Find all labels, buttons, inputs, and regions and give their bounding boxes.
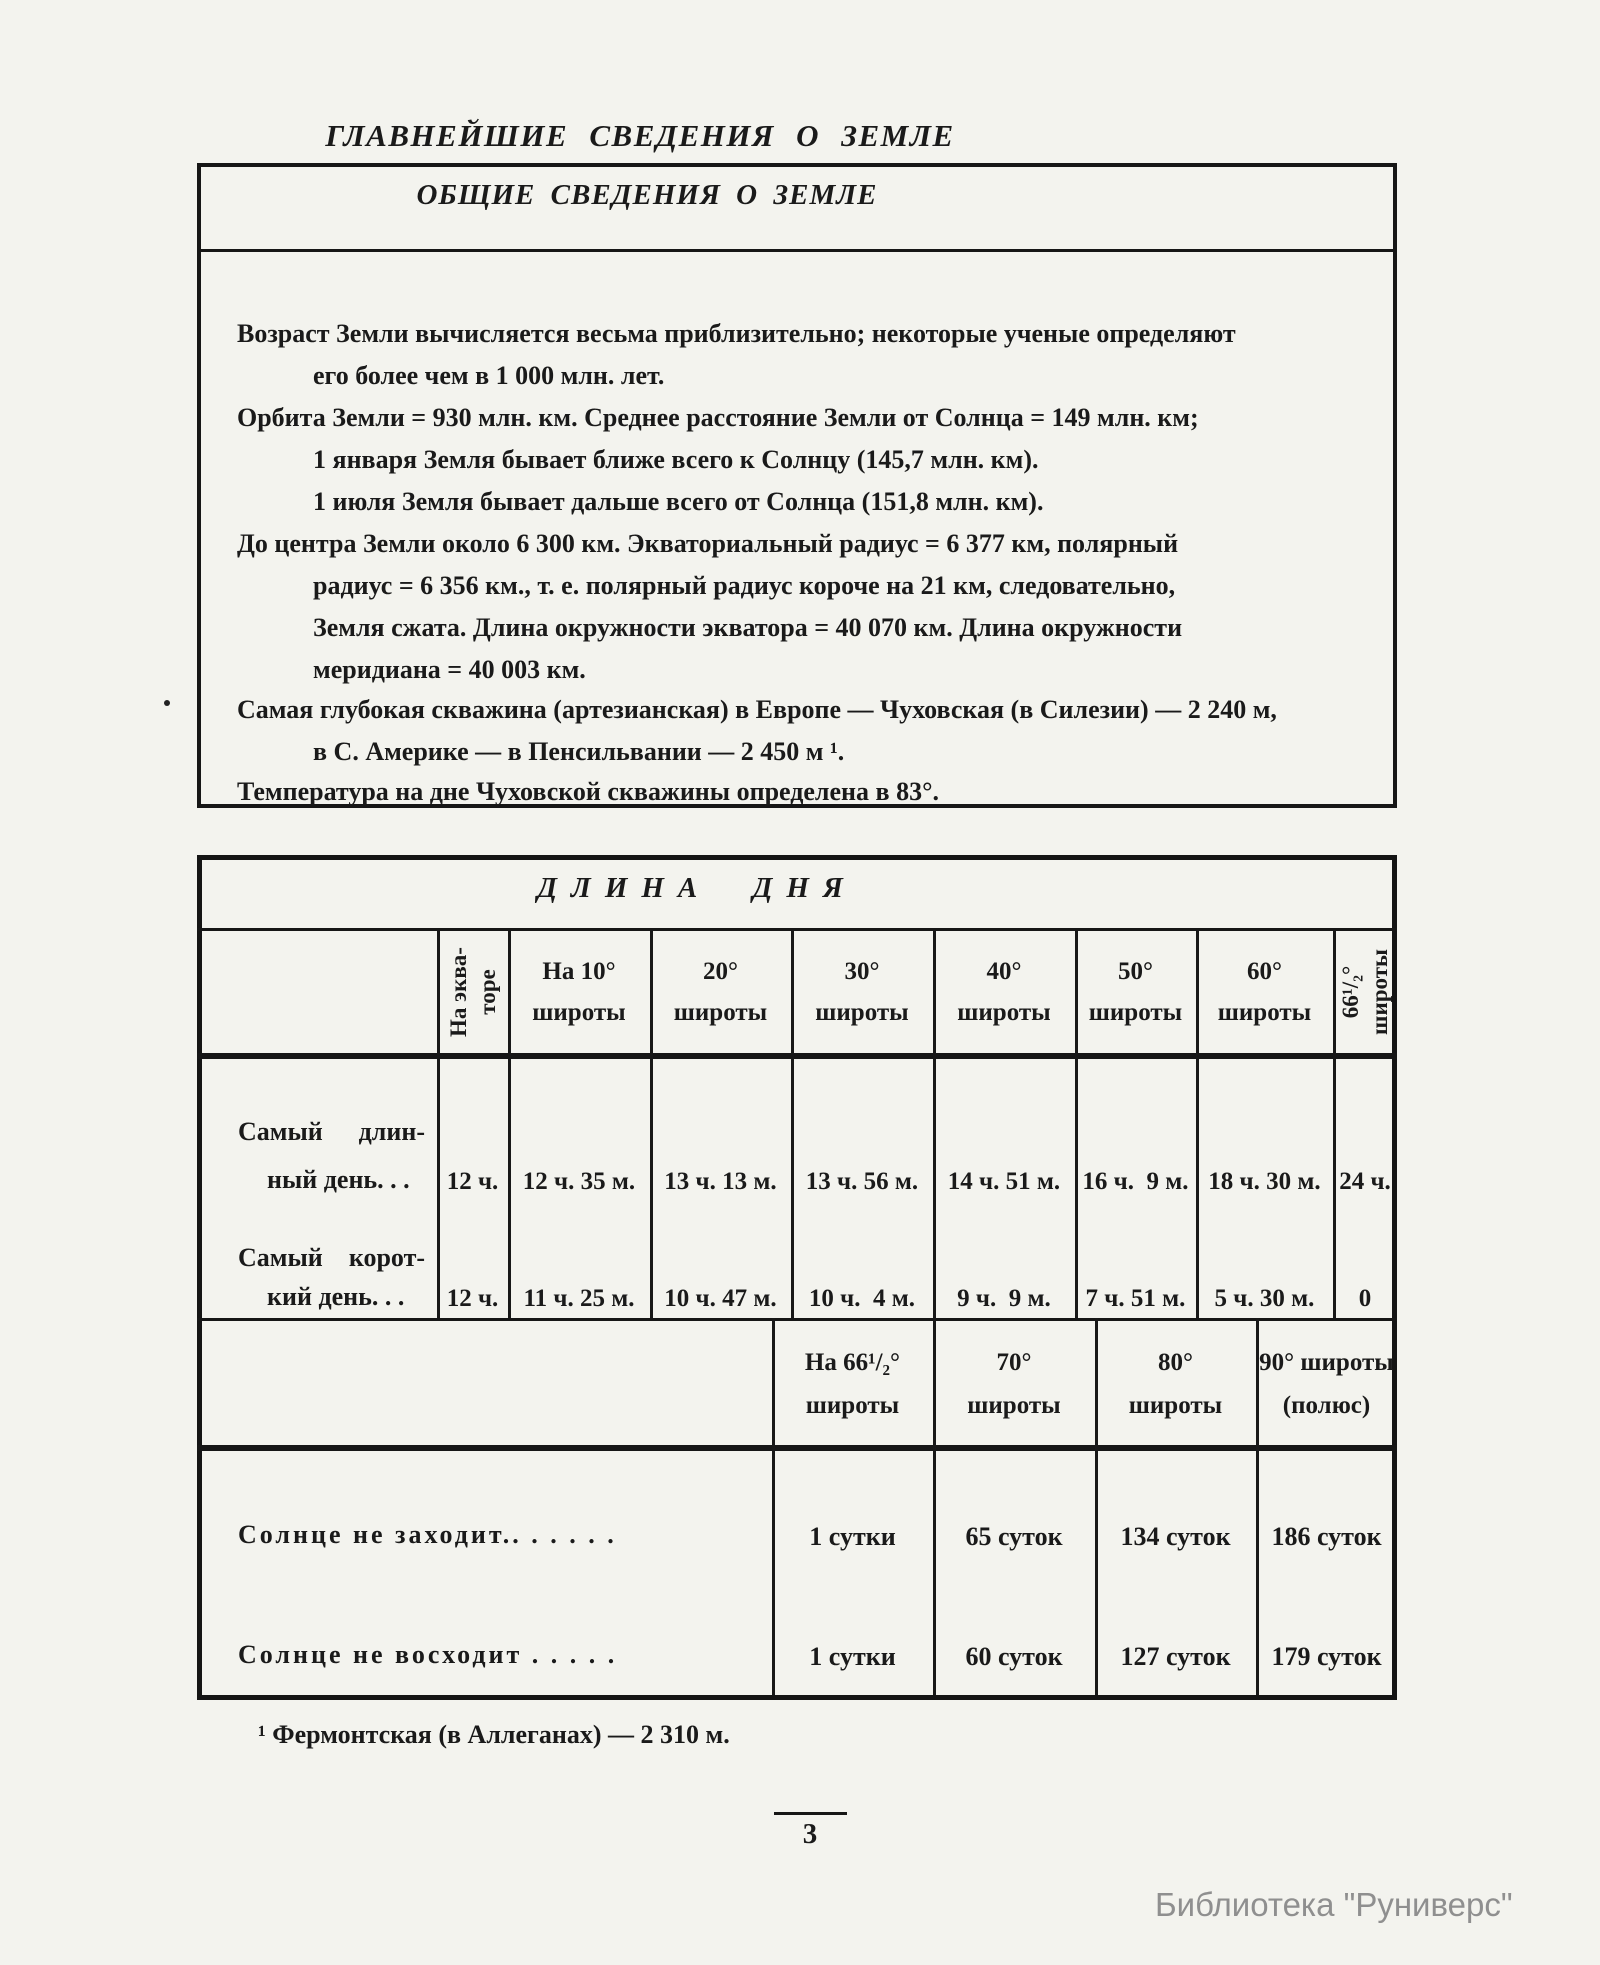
info-line: его более чем в 1 000 млн. лет. [313, 361, 665, 390]
day-length-table [197, 855, 1397, 1700]
footnote: ¹ Фермонтская (в Аллеганах) — 2 310 м. [258, 1720, 730, 1749]
column-divider [791, 931, 794, 1318]
info-line: Орбита Земли = 930 млн. км. Среднее расстояние Земли от Солнца = 149 млн. км; [237, 403, 1199, 432]
value-cell: 12 ч. 35 м. [522, 1168, 636, 1195]
value-cell: 13 ч. 13 м. [664, 1168, 777, 1195]
page-number: 3 [802, 1818, 818, 1850]
header-heavy-rule [197, 1053, 1397, 1059]
column-divider [1075, 931, 1078, 1318]
column-header-70deg: 70° широты [967, 1348, 1061, 1419]
column-divider [650, 931, 653, 1318]
info-line: Возраст Земли вычисляется весьма приблизительно; некоторые ученые определяют [237, 319, 1236, 348]
info-line: Самая глубокая скважина (артезианская) в Европе — Чуховская (в Силезии) — 2 240 м, [237, 695, 1277, 724]
column-header-66deg [1333, 931, 1397, 1053]
row-label: ный день. . . [267, 1165, 410, 1194]
column-divider [1256, 1318, 1259, 1695]
value-cell: 9 ч. 9 м. [957, 1285, 1051, 1312]
value-cell: 10 ч. 47 м. [664, 1285, 777, 1312]
info-line: 1 января Земля бывает ближе всего к Солнцу (145,7 млн. км). [313, 445, 1039, 474]
value-cell: 10 ч. 4 м. [808, 1285, 916, 1312]
value-cell: 14 ч. 51 м. [947, 1168, 1061, 1195]
value-cell: 134 суток [1120, 1522, 1231, 1551]
column-header-30deg: 30° широты [815, 957, 909, 1026]
info-line: радиус = 6 356 км., т. е. полярный радиус короче на 21 км, следовательно, [313, 571, 1176, 600]
heading-divider [197, 249, 1397, 252]
info-line: 1 июля Земля бывает дальше всего от Солнца (151,8 млн. км). [313, 487, 1044, 516]
value-cell: 60 суток [965, 1642, 1063, 1671]
watermark: Библиотека "Руниверс" [1155, 1886, 1513, 1923]
value-cell: 179 суток [1271, 1642, 1382, 1671]
value-cell: 16 ч. 9 м. [1082, 1168, 1189, 1195]
value-cell: 1 сутки [809, 1642, 896, 1671]
info-line: меридиана = 40 003 км. [313, 655, 586, 684]
print-speck [164, 700, 170, 706]
value-cell: 11 ч. 25 м. [523, 1285, 635, 1312]
value-cell: 12 ч. [446, 1168, 499, 1195]
value-cell: 12 ч. [446, 1285, 499, 1312]
column-header-90deg: 90° широты (полюс) [1259, 1348, 1394, 1419]
column-divider [437, 931, 440, 1318]
page-title: ГЛАВНЕЙШИЕ СВЕДЕНИЯ О ЗЕМЛЕ [325, 118, 955, 153]
column-header-66deg-p2: На 66¹/₂° широты [804, 1348, 901, 1419]
value-cell: 65 суток [965, 1522, 1063, 1551]
row-label: Самый корот- [238, 1243, 425, 1272]
value-cell: 24 ч. [1339, 1168, 1391, 1195]
value-cell: 127 суток [1120, 1642, 1231, 1671]
row-label: Солнце не заходит.. . . . . . [238, 1520, 617, 1549]
general-info-box [197, 163, 1397, 808]
value-cell: 1 сутки [809, 1522, 896, 1551]
column-header-20deg: 20° широты [673, 957, 768, 1026]
column-header-60deg: 60° широты [1217, 957, 1312, 1026]
value-cell: 13 ч. 56 м. [805, 1168, 919, 1195]
info-line: Температура на дне Чуховской скважины определена в 83°. [237, 777, 939, 806]
section-divider [197, 1318, 1397, 1321]
value-cell: 0 [1358, 1285, 1372, 1312]
row-label: кий день. . . [267, 1282, 405, 1311]
info-line: До центра Земли около 6 300 км. Экваториальный радиус = 6 377 км, полярный [237, 529, 1179, 558]
column-divider [1196, 931, 1199, 1318]
rotated-header-text: 66¹/₂° широты [1338, 949, 1392, 1035]
value-cell: 186 суток [1271, 1522, 1382, 1551]
info-line: Земля сжата. Длина окружности экватора = 40 070 км. Длина окружности [313, 613, 1183, 642]
header-heavy-rule [197, 1445, 1397, 1451]
info-box-heading: ОБЩИЕ СВЕДЕНИЯ О ЗЕМЛЕ [416, 179, 878, 211]
column-divider [772, 1318, 775, 1695]
column-divider [1333, 931, 1336, 1318]
column-divider [933, 1318, 936, 1695]
column-header-80deg: 80° широты [1128, 1348, 1223, 1419]
page-number-divider [774, 1812, 847, 1815]
column-divider [1095, 1318, 1098, 1695]
column-header-40deg: 40° широты [957, 957, 1051, 1026]
row-label: Солнце не восходит . . . . . [238, 1640, 618, 1669]
rotated-header-text: На эква- торе [445, 947, 500, 1037]
value-cell: 7 ч. 51 м. [1085, 1285, 1186, 1312]
column-divider [933, 931, 936, 1318]
column-header-equator [437, 931, 508, 1053]
column-header-10deg: На 10° широты [532, 957, 626, 1026]
value-cell: 18 ч. 30 м. [1208, 1168, 1321, 1195]
row-label: Самый длин- [238, 1117, 425, 1146]
column-header-50deg: 50° широты [1088, 957, 1183, 1026]
value-cell: 5 ч. 30 м. [1214, 1285, 1315, 1312]
table-title: ДЛИНА ДНЯ [537, 872, 857, 904]
info-line: в С. Америке — в Пенсильвании — 2 450 м ¹. [313, 737, 845, 766]
column-divider [508, 931, 511, 1318]
